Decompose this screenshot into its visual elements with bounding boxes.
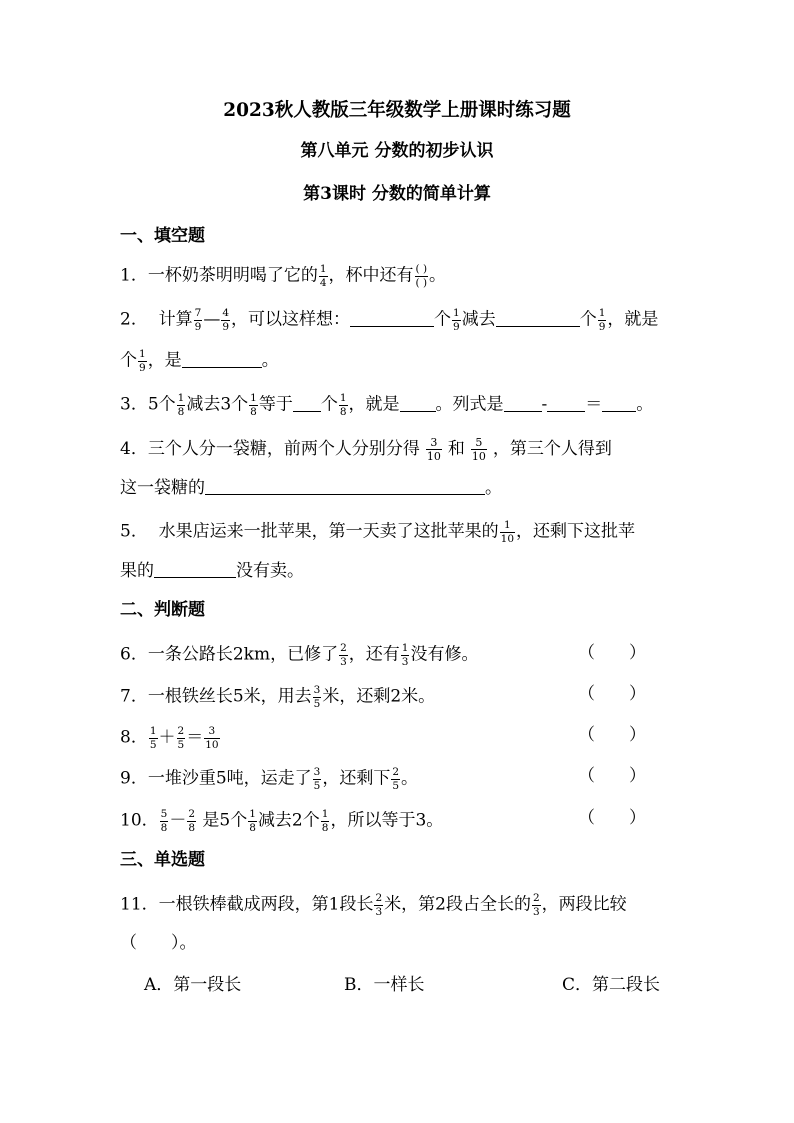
question-4: 4．三个人分一袋糖，前两个人分别分得 $\frac{3}{10}$ 和 $\frac{5}{10}$ ，第三个人得到	[120, 436, 612, 463]
answer-paren[interactable]: （ ）	[578, 725, 646, 745]
fraction: $\frac{5}{10}$	[471, 436, 486, 463]
fraction: $\frac{2}{3}$	[532, 892, 540, 918]
question-2: 2． 计算 $\frac{7}{9}$ — $\frac{4}{9}$ ，可以这样想： 个 $\frac{1}{9}$ 减去 个 $\frac{1}{9}$ ，就是	[120, 307, 659, 333]
lesson-title: 第3课时 分数的简单计算	[303, 184, 491, 204]
fraction: $\frac{2}{3}$	[340, 642, 347, 668]
fraction: $\frac{2}{5}$	[177, 725, 185, 751]
fraction: $\frac{1}{9}$	[453, 307, 460, 333]
question-10: 10． $\frac{5}{8}$ － $\frac{2}{8}$ 是5个 $\frac{1}{8}$ 减去2个 $\frac{1}{8}$ ，所以等于3。	[120, 808, 444, 834]
section-judge: 二、判断题	[120, 600, 205, 620]
fraction: $\frac{1}{3}$	[401, 642, 409, 668]
page-title: 2023秋人教版三年级数学上册课时练习题	[223, 100, 571, 121]
answer-blank[interactable]	[400, 396, 436, 412]
option-b[interactable]: B．一样长	[344, 975, 425, 995]
question-11-continued: （ ）。	[120, 933, 197, 953]
fraction: $\frac{1}{8}$	[249, 808, 256, 834]
fraction: $\frac{1}{5}$	[149, 725, 157, 751]
fraction: $\frac{1}{8}$	[321, 808, 329, 834]
answer-blank[interactable]	[547, 396, 585, 412]
fraction: $\frac{1}{8}$	[177, 392, 185, 418]
option-c[interactable]: C．第二段长	[562, 975, 661, 995]
answer-paren[interactable]: （ ）	[578, 684, 646, 704]
fraction: $\frac{3}{10}$	[205, 725, 219, 751]
question-1: 1．一杯奶茶明明喝了它的 $\frac{1}{4}$ ，杯中还有 ( ) ( ) 。	[120, 263, 447, 289]
fraction: $\frac{5}{8}$	[160, 808, 168, 834]
answer-blank[interactable]	[496, 311, 580, 327]
fraction: $\frac{7}{9}$	[194, 307, 202, 333]
question-11: 11．一根铁棒截成两段，第1段长 $\frac{2}{3}$ 米，第2段占全长的 $\frac{2}{3}$ ，两段比较	[120, 892, 627, 918]
fraction: $\frac{3}{5}$	[313, 766, 321, 792]
fraction: $\frac{3}{10}$	[426, 436, 441, 463]
fraction: $\frac{1}{8}$	[339, 392, 347, 418]
fraction: $\frac{2}{8}$	[188, 808, 196, 834]
answer-blank[interactable]	[504, 396, 542, 412]
fraction: $\frac{1}{4}$	[319, 263, 327, 289]
answer-blank[interactable]	[154, 562, 236, 578]
answer-blank[interactable]	[350, 311, 434, 327]
question-4-continued: 这一袋糖的 。	[120, 478, 502, 498]
question-6: 6．一条公路长2km，已修了 $\frac{2}{3}$ ，还有 $\frac{1}{3}$ 没有修。	[120, 642, 479, 668]
answer-paren[interactable]: （ ）	[578, 808, 646, 828]
section-choice: 三、单选题	[120, 850, 205, 870]
fraction: $\frac{1}{9}$	[139, 348, 146, 374]
answer-fraction-blank: ( ) ( )	[415, 263, 428, 289]
question-5: 5． 水果店运来一批苹果，第一天卖了这批苹果的 $\frac{1}{10}$ ，还剩下这批苹	[120, 519, 636, 545]
option-a[interactable]: A．第一段长	[144, 975, 242, 995]
answer-paren[interactable]: （ ）	[578, 766, 646, 786]
fraction: $\frac{1}{9}$	[598, 307, 606, 333]
fraction: $\frac{2}{5}$	[392, 766, 400, 792]
question-3: 3．5个 $\frac{1}{8}$ 减去3个 $\frac{1}{8}$ 等于 个 $\frac{1}{8}$ ，就是 。列式是 - ＝ 。	[120, 392, 654, 418]
answer-paren[interactable]: （ ）	[578, 643, 646, 663]
question-2-continued: 个 $\frac{1}{9}$ ，是 。	[120, 348, 279, 374]
answer-blank[interactable]	[293, 396, 321, 412]
question-7: 7．一根铁丝长5米，用去 $\frac{3}{5}$ 米，还剩2米。	[120, 684, 436, 710]
question-8: 8． $\frac{1}{5}$ ＋ $\frac{2}{5}$ ＝ $\frac{3}{10}$	[120, 725, 219, 751]
question-5-continued: 果的 没有卖。	[120, 561, 304, 581]
fraction: $\frac{4}{9}$	[222, 307, 230, 333]
fraction: $\frac{3}{5}$	[313, 684, 321, 710]
answer-blank[interactable]	[205, 479, 485, 495]
answer-blank[interactable]	[602, 396, 636, 412]
fraction: $\frac{1}{10}$	[500, 519, 515, 545]
question-9: 9．一堆沙重5吨，运走了 $\frac{3}{5}$ ，还剩下 $\frac{2}{5}$ 。	[120, 766, 419, 792]
answer-blank[interactable]	[182, 352, 262, 368]
fraction: $\frac{1}{8}$	[250, 392, 257, 418]
section-fill: 一、填空题	[120, 226, 205, 246]
fraction: $\frac{2}{3}$	[375, 892, 383, 918]
unit-title: 第八单元 分数的初步认识	[300, 141, 494, 161]
